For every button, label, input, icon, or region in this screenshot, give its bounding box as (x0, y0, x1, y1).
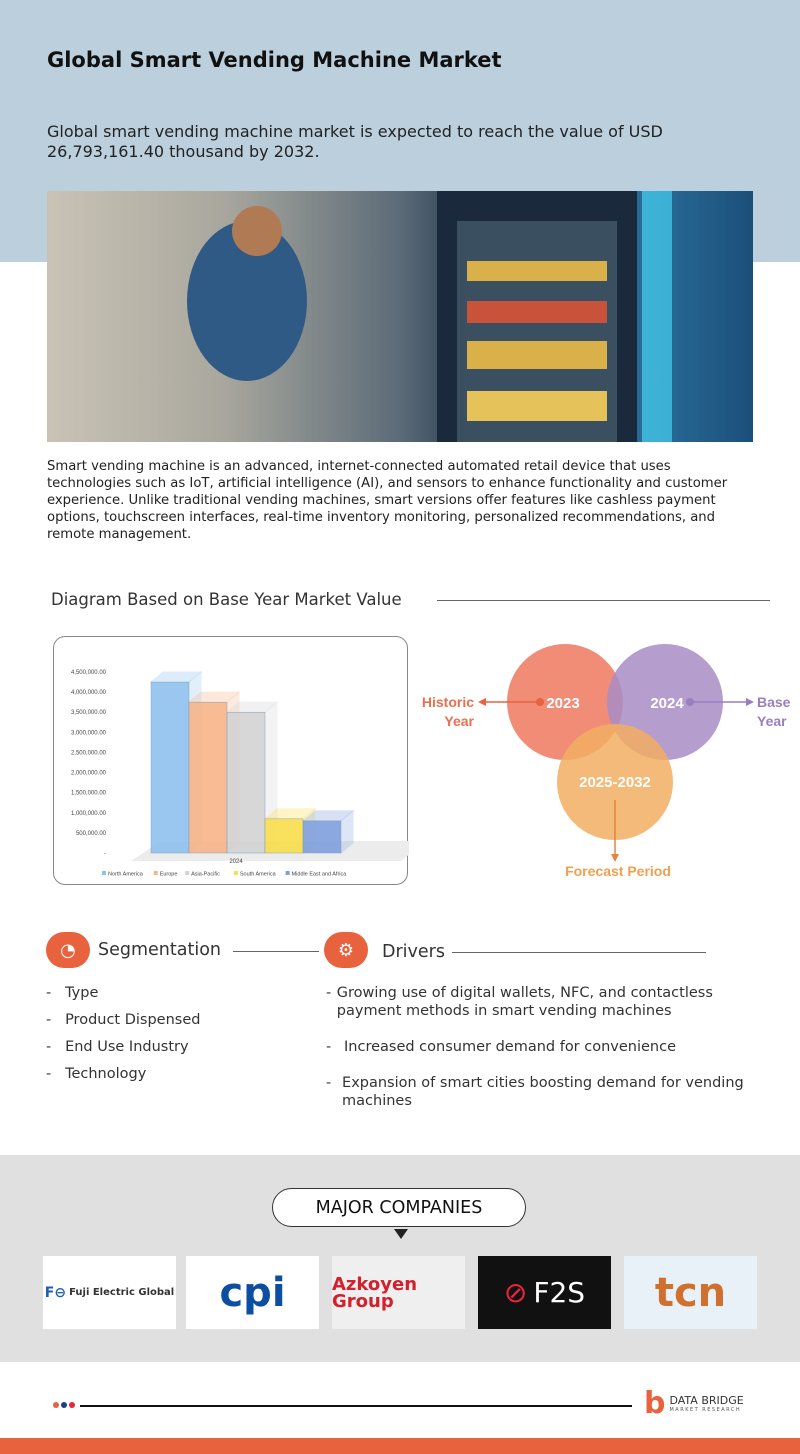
legend-label: Europe (159, 871, 178, 878)
y-tick-label: 2,500,000.00 (70, 750, 106, 757)
bar-middle-east-and-africa (303, 821, 341, 853)
y-tick-label: - (104, 851, 106, 857)
bar-europe (189, 702, 227, 853)
divider (437, 600, 770, 601)
companies-title: MAJOR COMPANIES (272, 1188, 526, 1227)
legend-swatch (286, 871, 290, 875)
divider (80, 1405, 632, 1407)
pie-chart-icon: ◔ (46, 932, 90, 968)
legend-label: Asia-Pacific (191, 871, 220, 878)
legend-label: South America (239, 871, 276, 878)
list-item: - Technology (46, 1066, 147, 1082)
historic-year: 2023 (546, 695, 580, 712)
logo-f2s: ⊘ F2S (478, 1256, 611, 1329)
hero-image (47, 191, 753, 442)
divider (233, 951, 319, 952)
brand-name: DATA BRIDGE (669, 1394, 744, 1407)
y-tick-label: 1,500,000.00 (70, 790, 106, 797)
x-axis-label: 2024 (229, 859, 243, 865)
legend-swatch (234, 871, 238, 875)
logo-cpi: cpi (186, 1256, 319, 1329)
drivers-list (326, 984, 766, 1110)
legend-swatch (185, 871, 189, 875)
segmentation-list (46, 984, 286, 1083)
y-tick-label: 1,000,000.00 (70, 810, 106, 817)
bottom-bar (0, 1438, 800, 1454)
list-item: - End Use Industry (46, 1039, 189, 1055)
legend-label: Middle East and Africa (291, 871, 347, 878)
logo-tcn: tcn (624, 1256, 757, 1329)
drivers-title: Drivers (382, 942, 445, 962)
historic-label-2: Year (444, 713, 474, 729)
legend-swatch (154, 871, 158, 875)
legend-label: North America (108, 871, 143, 878)
legend-swatch (102, 871, 106, 875)
logo-azkoyen: Azkoyen Group (332, 1256, 465, 1329)
brand-sub: MARKET RESEARCH (669, 1407, 742, 1413)
forecast-years: 2025-2032 (579, 774, 651, 791)
y-tick-label: 4,000,000.00 (70, 690, 106, 697)
historic-label: Historic (421, 694, 474, 710)
market-description: Smart vending machine is an advanced, internet-connected automated retail device that uses technologies such as IoT, artificial intelligence (AI), and sensors to enhance functionality and customer experience. Unlike traditional vending machines, smart versions offer features like cashless payment options, touchscreen interfaces, real-time inventory monitoring, personalized recommendations, and remote management. (47, 459, 728, 542)
forecast-label: Forecast Period (565, 863, 671, 879)
bar-chart (53, 636, 408, 885)
bar-north-america (151, 682, 189, 853)
down-arrow-icon (394, 1229, 408, 1239)
bar-asia-pacific (227, 712, 265, 853)
base-year: 2024 (650, 695, 684, 712)
chart-svg (54, 637, 409, 886)
base-label: Base (757, 694, 791, 710)
dots-icon (53, 1402, 75, 1408)
segmentation-title: Segmentation (98, 940, 221, 960)
page-title: Global Smart Vending Machine Market (47, 48, 502, 72)
y-tick-label: 3,500,000.00 (70, 710, 106, 717)
list-item: - Growing use of digital wallets, NFC, and contactless payment methods in smart vending machines (326, 985, 713, 1019)
list-item: - Increased consumer demand for convenience (326, 1039, 677, 1055)
list-item: - Expansion of smart cities boosting demand for vending machines (326, 1075, 744, 1109)
logo-fuji-electric: F⊖ Fuji Electric Global (43, 1256, 176, 1329)
intro-text: Global smart vending machine market is expected to reach the value of USD 26,793,161.40 thousand by 2032. (47, 122, 663, 161)
list-item: - Type (46, 985, 99, 1001)
y-tick-label: 3,000,000.00 (70, 730, 106, 737)
base-label-2: Year (757, 713, 787, 729)
y-tick-label: 2,000,000.00 (70, 770, 106, 777)
y-tick-label: 500,000.00 (75, 830, 106, 837)
list-item: - Product Dispensed (46, 1012, 201, 1028)
gears-icon: ⚙ (324, 932, 368, 968)
bar-south-america (265, 819, 303, 853)
year-venn-diagram (420, 640, 800, 890)
divider (452, 952, 706, 953)
y-tick-label: 4,500,000.00 (70, 670, 106, 676)
data-bridge-logo: b DATA BRIDGE MARKET RESEARCH (644, 1386, 744, 1421)
diagram-title: Diagram Based on Base Year Market Value (51, 590, 402, 609)
vending-machine-illustration (47, 191, 753, 442)
